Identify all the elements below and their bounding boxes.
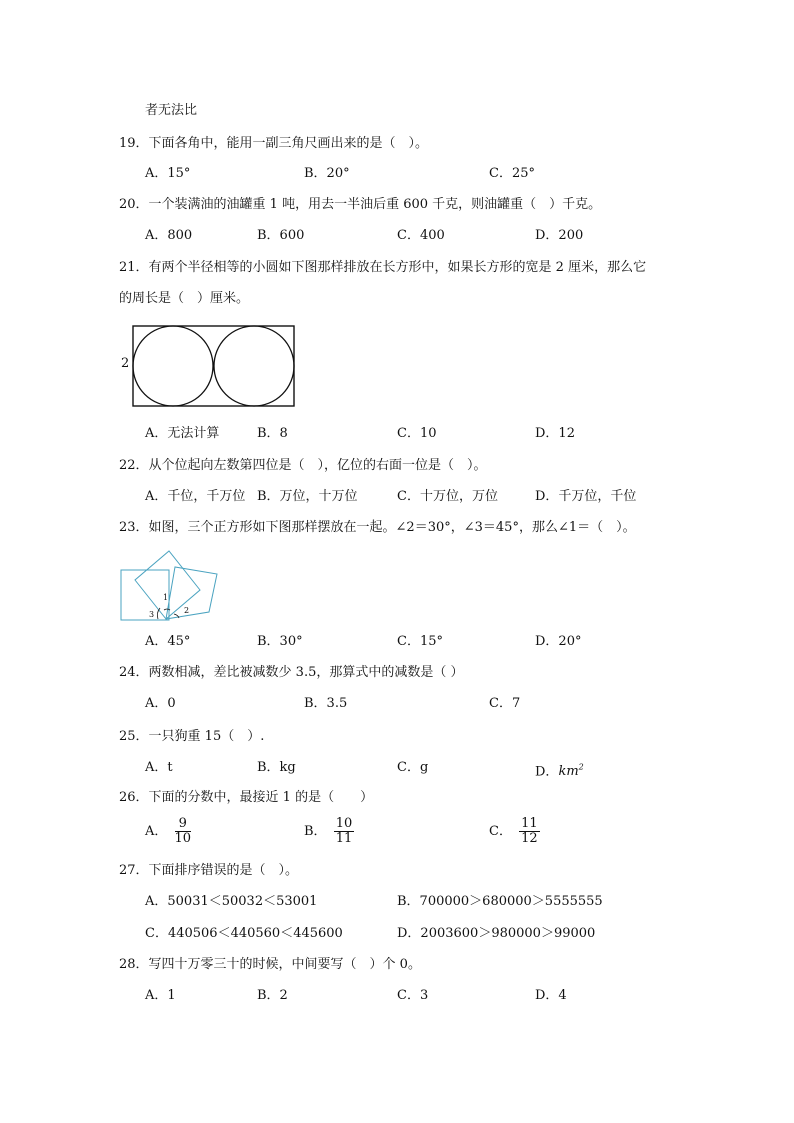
q19-option-c[interactable]: C．25° [489,166,535,181]
question-24-stem: 24．两数相减，差比被减数少 3.5，那算式中的减数是（ ） [119,665,464,680]
q28-option-c[interactable]: C．3 [397,988,429,1003]
q24-option-a[interactable]: A．0 [145,696,176,711]
q22-option-a[interactable]: A．千位，千万位 [145,489,246,504]
question-27-stem: 27．下面排序错误的是（ ）。 [119,863,299,878]
q28-option-a[interactable]: A．1 [145,988,176,1003]
q21-option-a[interactable]: A．无法计算 [145,426,220,441]
q25-option-d[interactable] [535,760,584,780]
q24-option-c[interactable]: C．7 [489,696,521,711]
question-19-stem: 19．下面各角中，能用一副三角尺画出来的是（ ）。 [119,136,429,151]
question-21-stem-line1: 21．有两个半径相等的小圆如下图那样排放在长方形中，如果长方形的宽是 2 厘米，那么它 [119,260,647,275]
q21-option-b[interactable]: B．8 [257,426,288,441]
q27-option-b[interactable]: B．700000＞680000＞5555555 [397,894,603,909]
q25-option-d-unit: $km^2$ [558,763,584,780]
q25-option-c[interactable]: C．g [397,760,429,775]
q25-option-d-letter: D． [535,764,559,780]
q24-option-b[interactable]: B．3.5 [304,696,348,711]
q20-option-c[interactable]: C．400 [397,228,445,243]
q23-option-c[interactable]: C．15° [397,634,443,649]
q20-option-d[interactable]: D．200 [535,228,584,243]
angle-3-label: 3 [149,610,155,619]
question-21-stem-line2: 的周长是（ ）厘米。 [119,291,250,306]
q27-option-c[interactable]: C．440506＜440560＜445600 [145,926,343,941]
q21-option-c[interactable]: C．10 [397,426,437,441]
q19-option-a[interactable]: A．15° [145,166,191,181]
q27-option-d[interactable]: D．2003600＞980000＞99000 [397,926,596,941]
q22-option-c[interactable]: C．十万位，万位 [397,489,498,504]
q23-squares-figure [118,546,228,624]
angle-2-label: 2 [184,606,190,615]
q26-option-a[interactable]: A． $\frac{9}{10}$ [145,816,192,846]
q23-option-a[interactable]: A．45° [145,634,191,649]
q25-option-b[interactable]: B．kg [257,760,296,775]
q23-option-d[interactable]: D．20° [535,634,582,649]
q22-option-d[interactable]: D．千万位，千位 [535,489,637,504]
q20-option-b[interactable]: B．600 [257,228,305,243]
fraction-9-10: $\frac{9}{10}$ [174,816,192,846]
q26-option-b[interactable]: B． $\frac{10}{11}$ [304,816,353,846]
q21-rectangle-circles-figure [130,323,298,409]
question-22-stem: 22．从个位起向左数第四位是（ ），亿位的右面一位是（ ）。 [119,458,487,473]
q21-figure-label: 2 [121,356,130,371]
fraction-11-12: $\frac{11}{12}$ [521,816,538,846]
q28-option-d[interactable]: D．4 [535,988,567,1003]
question-25-stem: 25．一只狗重 15（ ）. [119,729,265,744]
question-26-stem: 26．下面的分数中，最接近 1 的是（ ） [119,790,374,805]
q22-option-b[interactable]: B．万位，十万位 [257,489,358,504]
question-28-stem: 28．写四十万零三十的时候，中间要写（ ）个 0。 [119,957,421,972]
q27-option-a[interactable]: A．50031＜50032＜53001 [145,894,318,909]
q21-option-d[interactable]: D．12 [535,426,575,441]
q20-option-a[interactable]: A．800 [145,228,193,243]
q23-option-b[interactable]: B．30° [257,634,303,649]
q28-option-b[interactable]: B．2 [257,988,288,1003]
fraction-10-11: $\frac{10}{11}$ [335,816,353,846]
question-20-stem: 20．一个装满油的油罐重 1 吨，用去一半油后重 600 千克，则油罐重（ ）千克。 [119,197,602,212]
continuation-text: 者无法比 [145,103,198,118]
question-23-stem: 23．如图，三个正方形如下图那样摆放在一起。∠2＝30°，∠3＝45°，那么∠1＝（ ）。 [119,520,636,535]
q25-option-a[interactable]: A．t [145,760,173,775]
q19-option-b[interactable]: B．20° [304,166,350,181]
q26-option-c[interactable]: C． $\frac{11}{12}$ [489,816,538,846]
angle-1-label: 1 [163,593,169,602]
